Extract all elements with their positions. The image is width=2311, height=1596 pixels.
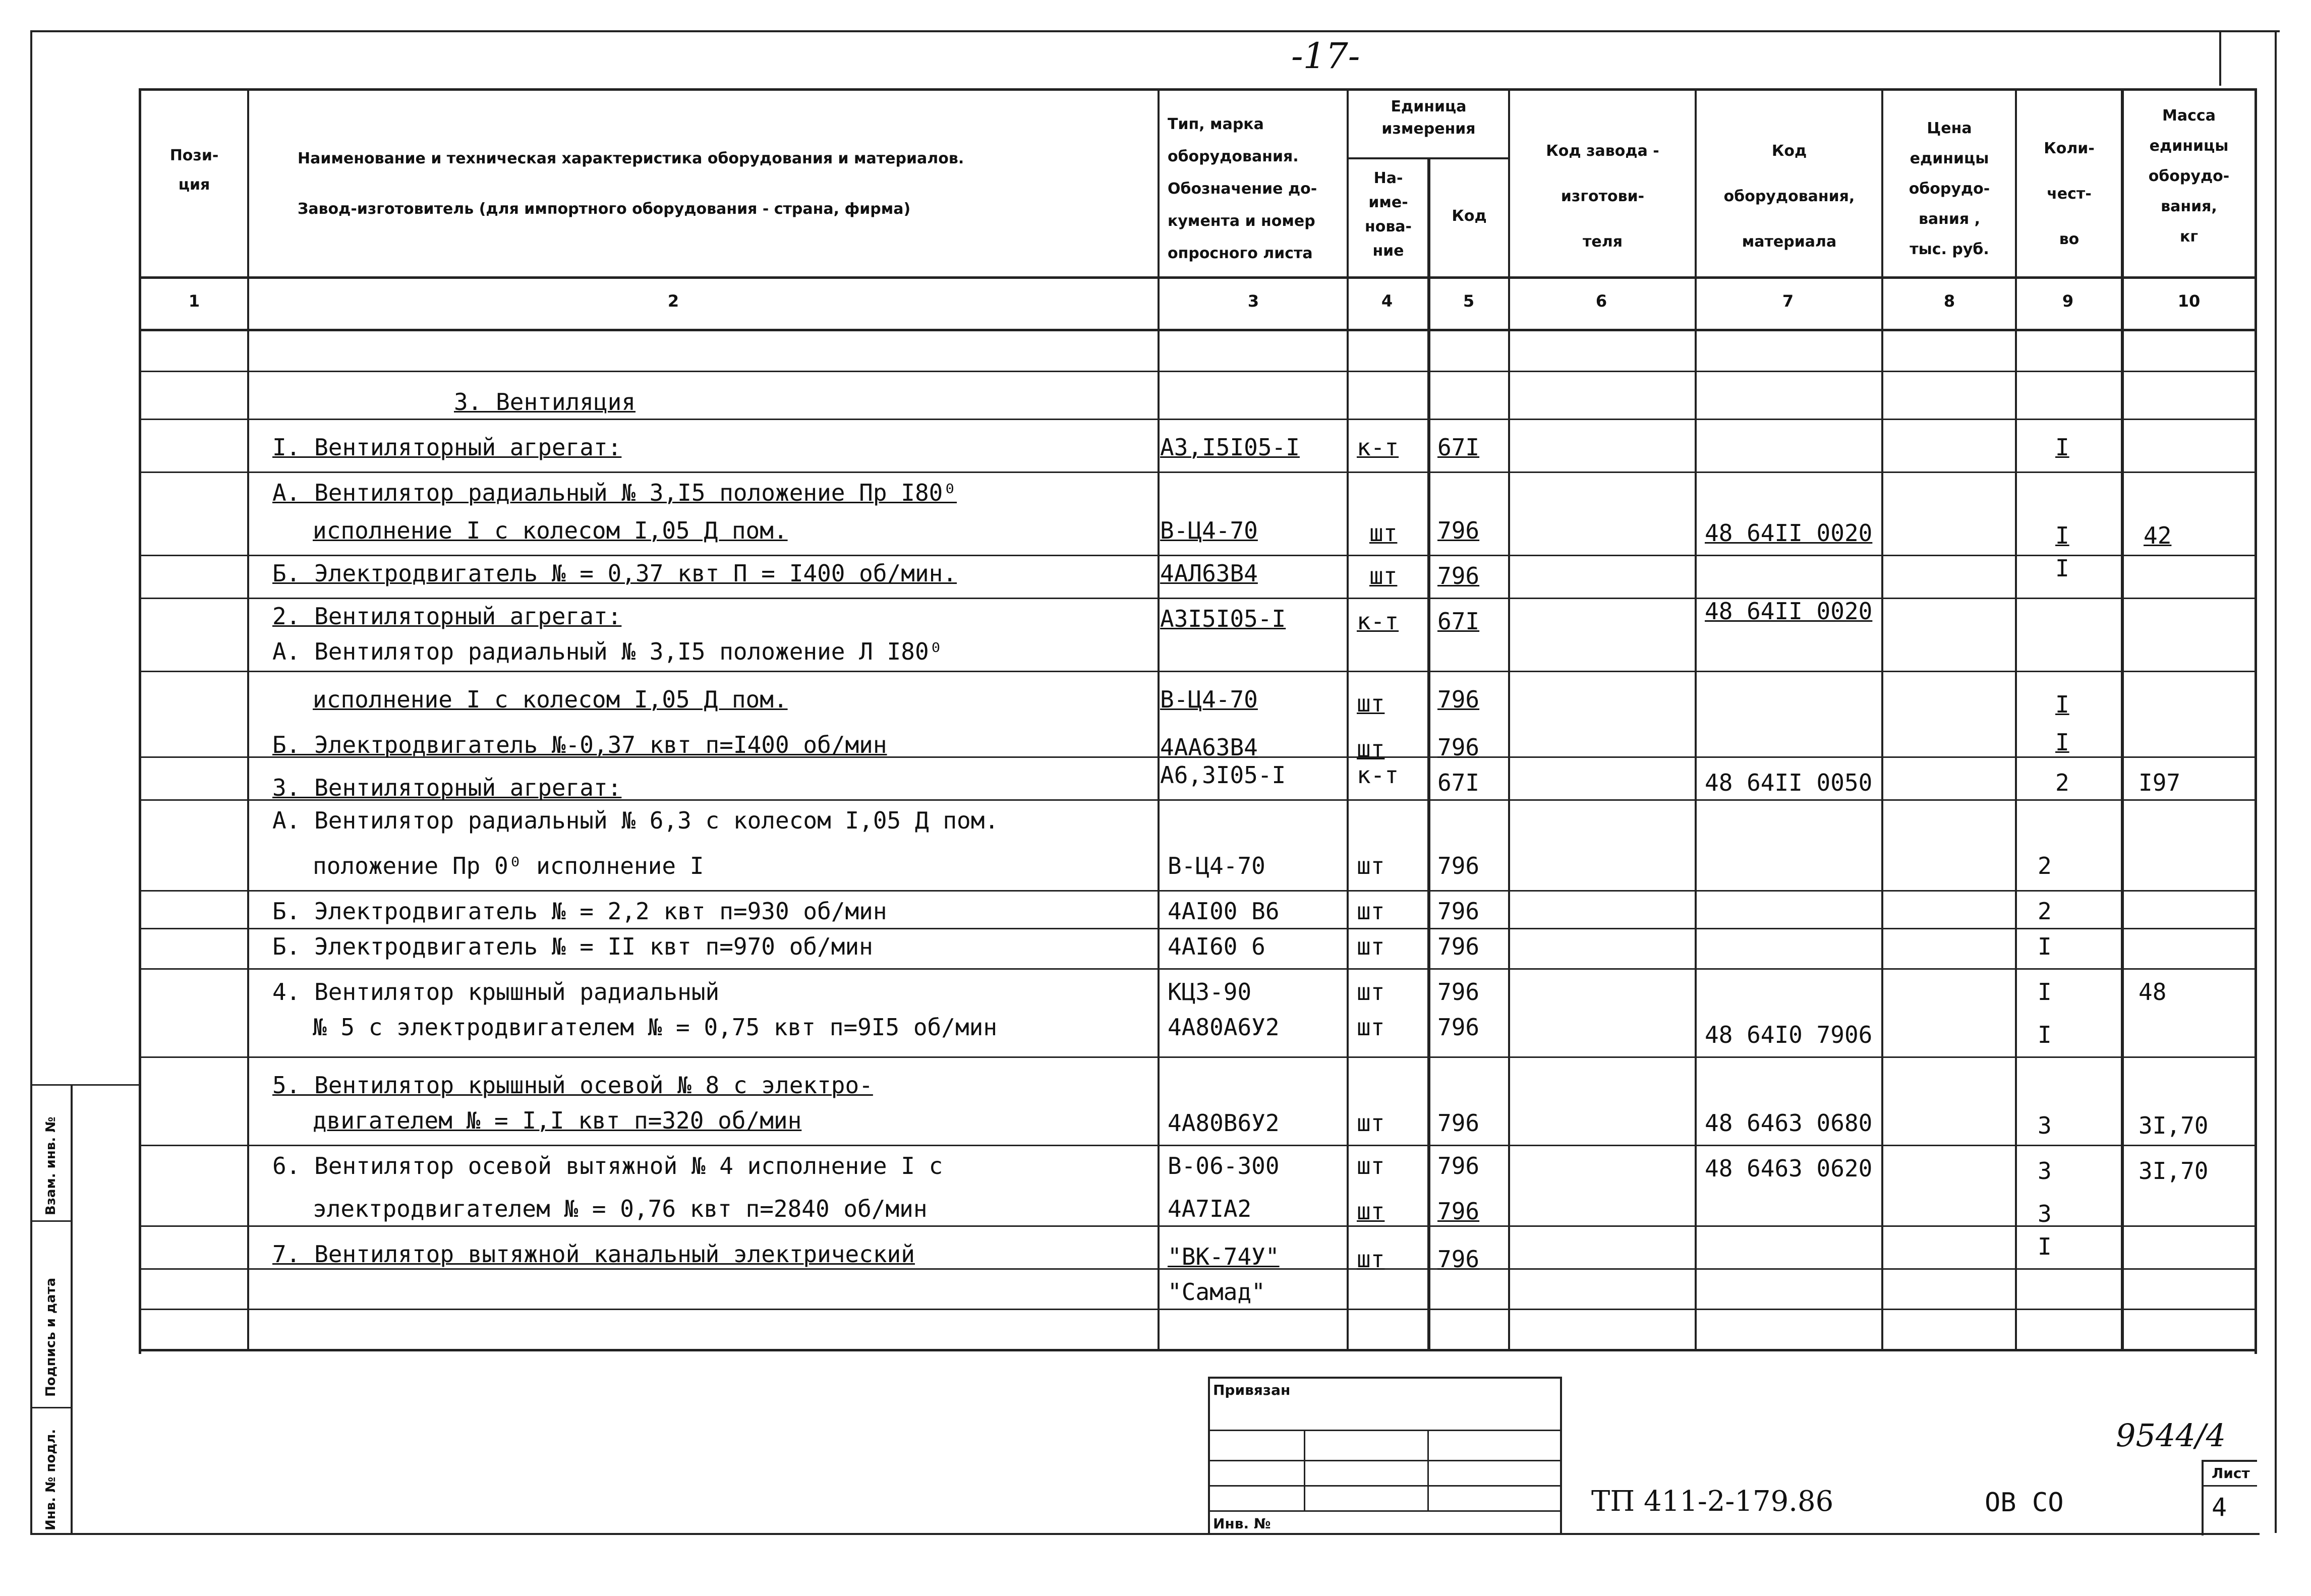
row-qty: I [2038,1233,2052,1260]
row-code: 796 [1437,1152,1480,1179]
row-name: 2. Вентиляторный агрегат: [272,603,622,630]
stamp-box-left [1208,1377,1210,1533]
row-code: 796 [1437,1109,1480,1137]
row-line [139,371,2257,372]
sheet-box-mid [2202,1485,2257,1487]
row-unit: к-т [1357,434,1399,461]
table-bottom [139,1349,2257,1351]
side-label-inv-podl: Инв. № подл. [43,1429,59,1530]
sheet-box-left [2202,1460,2204,1535]
unit-group-line [1347,157,1508,159]
side-stamp-line [30,1220,73,1222]
row-equip-code: 48 6463 0680 [1705,1109,1873,1137]
row-equip-code: 48 6463 0620 [1705,1155,1873,1182]
row-unit: шт [1369,562,1398,589]
row-name: А. Вентилятор радиальный № 6,3 с колесом I,05 Д пом. [272,807,999,834]
row-type: А3,I5I05-I [1160,434,1300,461]
side-stamp-right [71,1084,73,1533]
header-col8: Цена единицы оборудо- вания , тыс. руб. [1909,120,1990,258]
side-label-vzam: Взам. инв. № [43,1116,59,1215]
row-qty: 3 [2038,1157,2052,1185]
frame-right [2219,30,2221,86]
stamp-line [1208,1430,1561,1431]
row-code: 796 [1437,978,1480,1006]
sheet-code: ОВ СО [1985,1488,2064,1518]
header-col10: Масса единицы оборудо- вания, кг [2148,107,2230,246]
side-label-podpis: Подпись и дата [43,1277,59,1397]
stamp-line [1208,1485,1561,1487]
row-code: 67I [1437,769,1480,796]
row-unit: к-т [1357,761,1399,789]
colnum-9: 9 [2062,291,2074,311]
row-name: А. Вентилятор радиальный № 3,I5 положение Л I80⁰ [272,638,943,665]
row-line [139,1056,2257,1058]
row-type: "ВК-74У" [1168,1243,1280,1270]
row-code: 796 [1437,562,1480,589]
row-line [139,890,2257,892]
row-type: 4А80В6У2 [1168,1109,1280,1137]
colnum-bottom-line [139,329,2257,331]
row-type: 4А80А6У2 [1168,1014,1280,1041]
row-qty: 2 [2038,852,2052,879]
header-col5: Код [1452,207,1487,225]
row-code: 796 [1437,933,1480,960]
row-unit: шт [1357,978,1385,1006]
row-qty: 2 [2038,898,2052,925]
header-unit-group: Единица измерения [1381,98,1476,138]
row-name: № 5 с электродвигателем № = 0,75 квт п=9I5 об/мин [313,1014,998,1041]
row-name: двигателем № = I,I квт п=320 об/мин [313,1107,802,1134]
privyazan-label: Привязан [1213,1382,1291,1398]
stamp-line [1208,1460,1561,1461]
header-bottom-line [139,276,2257,279]
row-unit: шт [1357,1198,1385,1225]
row-line [139,555,2257,556]
row-code: 796 [1437,1014,1480,1041]
row-qty: I [2038,978,2052,1006]
row-equip-code: 48 64II 0020 [1705,519,1873,547]
row-name: 3. Вентиляторный агрегат: [272,774,622,801]
row-name: Б. Электродвигатель № = 0,37 квт П = I400 об/мин. [272,560,957,587]
row-name: положение Пр 0⁰ исполнение I [313,852,704,879]
frame-left [30,30,32,1533]
side-stamp-line [30,1084,141,1086]
row-type: В-Ц4-70 [1160,517,1258,544]
row-code: 796 [1437,1198,1480,1225]
row-name: А. Вентилятор радиальный № 3,I5 положение Пр I80⁰ [272,479,957,506]
row-code: 796 [1437,517,1480,544]
row-type: В-Ц4-70 [1160,686,1258,713]
stamp-box-right [1560,1377,1562,1533]
row-code: 67I [1437,608,1480,635]
row-line [139,1145,2257,1146]
frame-right-outer [2275,30,2277,1533]
row-qty: 2 [2055,769,2069,796]
row-mass: 3I,70 [2139,1157,2209,1185]
header-col4: На- име- нова- ние [1364,169,1412,260]
row-line [139,419,2257,420]
stamp-vline [1427,1430,1429,1510]
inv-no-label: Инв. № [1213,1515,1271,1532]
row-type: "Самад" [1168,1278,1265,1306]
row-unit: шт [1357,1152,1385,1179]
row-unit: шт [1357,933,1385,960]
colnum-10: 10 [2177,291,2201,311]
row-code: 796 [1437,734,1480,761]
row-mass: I97 [2139,769,2181,796]
sheet-label: Лист [2212,1465,2250,1482]
row-line [139,1225,2257,1227]
row-type: 4АI60 6 [1168,933,1265,960]
row-code: 796 [1437,852,1480,879]
row-line [139,928,2257,929]
row-mass: 48 [2139,978,2167,1006]
row-line [139,671,2257,672]
row-code: 796 [1437,686,1480,713]
header-col6: Код завода - изготови- теля [1546,142,1659,251]
row-unit: шт [1357,852,1385,879]
row-name: исполнение I с колесом I,05 Д пом. [313,686,788,713]
row-type: 4АА63В4 [1160,734,1258,761]
row-unit: шт [1357,1246,1385,1273]
row-name: I. Вентиляторный агрегат: [272,434,622,461]
stamp-line [1208,1510,1561,1512]
row-name: Б. Электродвигатель № = 2,2 квт п=930 об/мин [272,898,887,925]
row-unit: шт [1357,735,1385,762]
row-name: 4. Вентилятор крышный радиальный [272,978,720,1006]
row-line [139,471,2257,473]
row-unit: к-т [1357,608,1399,635]
row-name: 7. Вентилятор вытяжной канальный электрический [272,1240,915,1268]
row-code: 796 [1437,898,1480,925]
row-equip-code: 48 64II 0050 [1705,769,1873,796]
colnum-1: 1 [188,291,200,311]
stamp-vline [1304,1430,1305,1510]
doc-number-handwritten: 9544/4 [2116,1417,2226,1454]
colnum-3: 3 [1247,291,1259,311]
row-type: В-06-300 [1168,1152,1280,1179]
row-qty: I [2038,933,2052,960]
header-col9: Коли- чест- во [2044,140,2095,248]
colnum-8: 8 [1943,291,1955,311]
row-type: В-Ц4-70 [1168,852,1265,879]
row-type: 4АЛ63В4 [1160,560,1258,587]
row-unit: шт [1357,898,1385,925]
row-type: 4А7IА2 [1168,1195,1252,1222]
frame-top [30,30,2280,32]
row-unit: шт [1357,1014,1385,1041]
colnum-5: 5 [1463,291,1475,311]
row-equip-code: 48 64II 0020 [1705,598,1873,625]
table-top [139,88,2257,91]
row-qty: I [2055,555,2069,582]
header-col3: Тип, марка оборудования. Обозначение до- кумента и номер опросного листа [1168,115,1317,262]
row-qty: 3 [2038,1200,2052,1227]
row-unit: шт [1357,1109,1385,1137]
row-name: 5. Вентилятор крышный осевой № 8 с электро- [272,1072,873,1099]
row-line [139,1309,2257,1310]
header-col1: Пози- ция [169,147,219,194]
row-unit: шт [1357,690,1385,717]
row-unit: шт [1369,519,1398,547]
row-qty: I [2055,691,2069,718]
row-type: А6,3I05-I [1160,761,1286,789]
colnum-6: 6 [1595,291,1607,311]
row-qty: I [2055,434,2069,461]
row-qty: I [2038,1021,2052,1048]
colnum-7: 7 [1782,291,1794,311]
header-col2: Наименование и техническая характеристика оборудования и материалов. Завод-изготовитель (для импортного оборудования - страна, фирма) [298,150,964,218]
row-name: Б. Электродвигатель №-0,37 квт п=I400 об/мин [272,731,887,758]
section-title: 3. Вентиляция [454,388,636,416]
page-number: -17- [1291,35,1360,77]
row-type: А3I5I05-I [1160,605,1286,632]
row-code: 796 [1437,1246,1480,1273]
header-col7: Код оборудования, материала [1723,142,1855,251]
row-code: 67I [1437,434,1480,461]
row-name: Б. Электродвигатель № = II квт п=970 об/мин [272,933,873,960]
colnum-2: 2 [667,291,679,311]
sheet-box-top [2202,1460,2257,1462]
row-name: 6. Вентилятор осевой вытяжной № 4 исполнение I с [272,1152,943,1179]
row-mass: 3I,70 [2139,1112,2209,1139]
row-equip-code: 48 64I0 7906 [1705,1021,1873,1048]
row-type: 4АI00 В6 [1168,898,1280,925]
tp-code: ТП 411-2-179.86 [1591,1485,1834,1518]
side-stamp-line [30,1407,73,1408]
row-qty: I [2055,729,2069,756]
row-qty: I [2055,522,2069,549]
row-line [139,598,2257,599]
sheet-number: 4 [2212,1493,2227,1522]
frame-bottom [30,1533,2260,1535]
stamp-box-top [1208,1377,1561,1379]
col-sep-4 [1427,159,1430,1351]
colnum-4: 4 [1381,291,1393,311]
row-qty: 3 [2038,1112,2052,1139]
row-mass: 42 [2144,522,2172,549]
row-type: КЦ3-90 [1168,978,1252,1006]
row-name: электродвигателем № = 0,76 квт п=2840 об/мин [313,1195,928,1222]
row-name: исполнение I с колесом I,05 Д пом. [313,517,788,544]
row-line [139,968,2257,970]
